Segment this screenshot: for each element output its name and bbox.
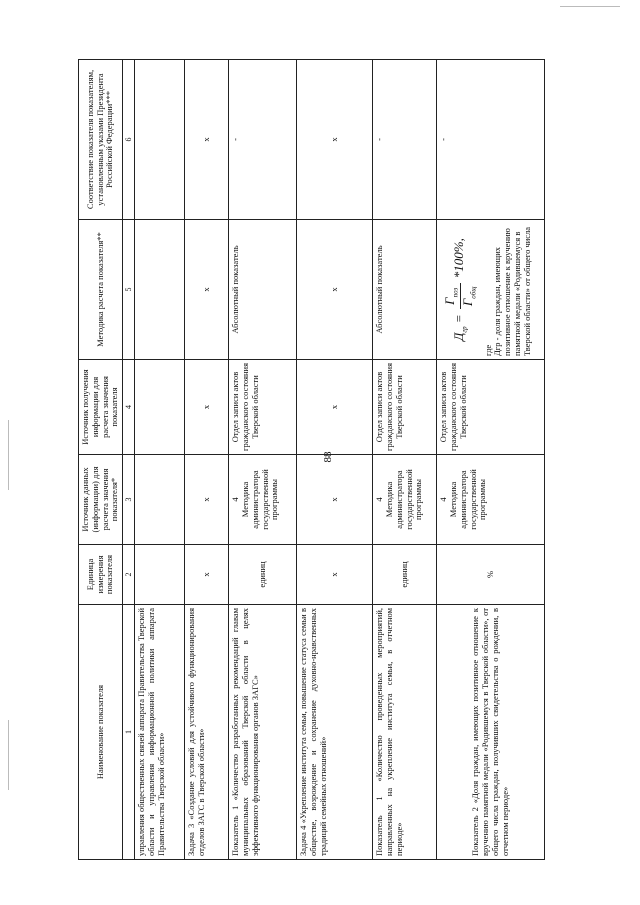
row-source-data: x bbox=[297, 455, 373, 545]
row-source-info: x bbox=[297, 360, 373, 455]
row-method: x bbox=[297, 220, 373, 360]
header-source-data: Источник данных (информации) для расчета значения показателя* bbox=[79, 455, 123, 545]
row-source-data bbox=[135, 455, 185, 545]
table-row bbox=[229, 60, 297, 860]
indicator-table bbox=[78, 59, 545, 860]
row-compliance bbox=[135, 60, 185, 220]
header-name: Наименование показателя bbox=[79, 605, 123, 860]
row-name: Задача 4 «Укрепление института семьи, повышение статуса семьи в обществе, возрождение и сохранение духовно-нравственных традиций семейных отношений» bbox=[297, 605, 373, 860]
row-compliance: - bbox=[437, 60, 545, 220]
row-method bbox=[135, 220, 185, 360]
table-row bbox=[297, 60, 373, 860]
row-source-info bbox=[135, 360, 185, 455]
column-number: 5 bbox=[123, 220, 135, 360]
formula-numerator bbox=[443, 283, 461, 309]
row-source-data bbox=[373, 455, 437, 545]
column-number-row bbox=[123, 60, 135, 860]
row-compliance: x bbox=[185, 60, 229, 220]
denominator-symbol: Г bbox=[459, 298, 475, 307]
scan-mark bbox=[8, 720, 9, 790]
row-source-data: x bbox=[185, 455, 229, 545]
column-number: 3 bbox=[123, 455, 135, 545]
row-method: Абсолютный показатель bbox=[373, 220, 437, 360]
formula-suffix: *100%, bbox=[451, 238, 467, 279]
table-row bbox=[373, 60, 437, 860]
row-unit: x bbox=[297, 545, 373, 605]
source-data-text: Методика администратора государственной программы bbox=[448, 469, 488, 530]
method-text: Дгр - доля граждан, имеющих позитивное отношение к вручению памятной медали «Родившемуся в Тверской области» от общего числа bbox=[492, 226, 532, 356]
table-row bbox=[185, 60, 229, 860]
row-name: управления общественных связей аппарата Правительства Тверской области и управления информационной политики аппарата Правительства Тверской области» bbox=[135, 605, 185, 860]
source-data-prefix: 4 bbox=[374, 497, 385, 502]
row-unit: % bbox=[437, 545, 545, 605]
column-number: 6 bbox=[123, 60, 135, 220]
formula-lhs: Д bbox=[451, 332, 467, 341]
row-compliance: - bbox=[229, 60, 297, 220]
header-source-info: Источник получения информации для расчета значения показателя bbox=[79, 360, 123, 455]
row-method: x bbox=[185, 220, 229, 360]
source-data-prefix: 4 bbox=[438, 497, 449, 502]
method-where: где bbox=[482, 344, 493, 356]
row-unit: x bbox=[185, 545, 229, 605]
row-compliance: x bbox=[297, 60, 373, 220]
header-compliance: Соответствие показателя показателям, установленным указами Президента Российской Федерации*** bbox=[79, 60, 123, 220]
row-name: Задача 3 «Создание условий для устойчивого функционирования отделов ЗАГС в Тверской области» bbox=[185, 605, 229, 860]
numerator-sub: поз bbox=[451, 287, 460, 298]
column-number: 2 bbox=[123, 545, 135, 605]
row-unit: единиц bbox=[373, 545, 437, 605]
numerator-symbol: Г bbox=[442, 297, 458, 305]
source-data-prefix: 4 bbox=[230, 497, 241, 502]
row-unit bbox=[135, 545, 185, 605]
column-number: 1 bbox=[123, 605, 135, 860]
header-unit: Единица измерения показателя bbox=[79, 545, 123, 605]
table-header-row bbox=[79, 60, 123, 860]
row-source-info: Отдел записи актов гражданского состояния Тверской области bbox=[437, 360, 545, 455]
row-source-data bbox=[229, 455, 297, 545]
row-method bbox=[437, 220, 545, 360]
row-source-info: x bbox=[185, 360, 229, 455]
row-source-info: Отдел записи актов гражданского состояния Тверской области bbox=[229, 360, 297, 455]
row-compliance: - bbox=[373, 60, 437, 220]
share-formula bbox=[439, 223, 483, 356]
denominator-sub: общ bbox=[469, 286, 478, 299]
source-data-text: Методика администратора государственной программы bbox=[240, 469, 280, 530]
row-source-data bbox=[437, 455, 545, 545]
formula-equals: = bbox=[451, 314, 467, 324]
table-row bbox=[437, 60, 545, 860]
row-name: Показатель 1 «Количество разработанных рекомендаций главам муниципальных образований Тверской области в целях эффективного функционирования органов ЗАГС» bbox=[229, 605, 297, 860]
table-row bbox=[135, 60, 185, 860]
formula-fraction bbox=[443, 283, 477, 309]
source-data-text: Методика администратора государственной программы bbox=[384, 469, 424, 530]
formula-lhs-sub: гр bbox=[460, 326, 469, 333]
formula-denominator bbox=[461, 283, 478, 309]
row-unit: единиц bbox=[229, 545, 297, 605]
row-source-info: Отдел записи актов гражданского состояния Тверской области bbox=[373, 360, 437, 455]
rotated-page bbox=[78, 60, 558, 860]
header-method: Методика расчета показателя** bbox=[79, 220, 123, 360]
scan-mark bbox=[8, 420, 9, 490]
page-number: 88 bbox=[322, 451, 334, 463]
column-number: 4 bbox=[123, 360, 135, 455]
scan-mark bbox=[560, 6, 620, 7]
row-name: Показатель 2 «Доля граждан, имеющих позитивное отношение к вручению памятной медали «Родившемуся в Тверской области», от общего числа граждан, получивших свидетельства о рождении, в отчетном периоде» bbox=[437, 605, 545, 860]
row-name: Показатель 1 «Количество проведенных мероприятий, направленных на укрепление института семьи, в отчетном периоде» bbox=[373, 605, 437, 860]
row-method: Абсолютный показатель bbox=[229, 220, 297, 360]
